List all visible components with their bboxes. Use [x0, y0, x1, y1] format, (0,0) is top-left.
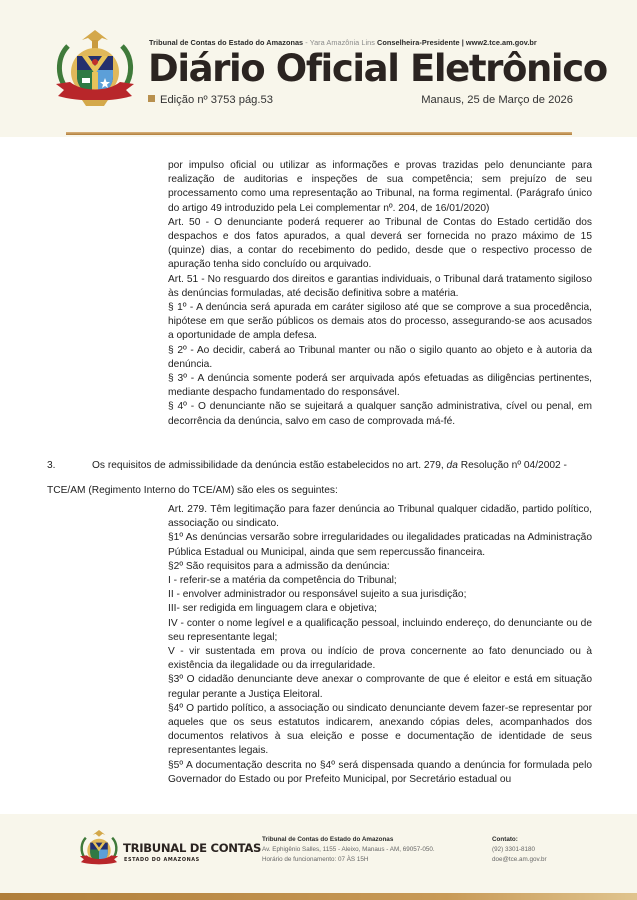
- numbered-paragraph-3: [47, 453, 592, 503]
- address-title: Tribunal de Contas do Estado do Amazonas: [262, 836, 394, 843]
- president-name: Yara Amazônia Lins: [309, 38, 375, 47]
- quote-paragraph: I - referir-se a matéria da competência do Tribunal;: [168, 575, 397, 587]
- edition-text: Edição nº 3753 pág.53: [160, 94, 273, 106]
- website-link[interactable]: | www2.tce.am.gov.br: [461, 38, 537, 47]
- quote-paragraph: III- ser redigida em linguagem clara e objetiva;: [168, 603, 377, 615]
- quote-paragraph: §3º O cidadão denunciante deve anexar o comprovante de que é eleitor e está em situação regular perante a Justiça Eleitoral.: [168, 674, 592, 700]
- quote-paragraph: § 2º - Ao decidir, caberá ao Tribunal manter ou não o sigilo quanto ao objeto e à autoria da denúncia.: [168, 344, 592, 370]
- paragraph-italic: da: [446, 460, 458, 471]
- footer-coat-of-arms-icon: [78, 828, 120, 868]
- paragraph-number: 3.: [47, 460, 56, 471]
- square-bullet-icon: [148, 95, 155, 102]
- publication-date: Manaus, 25 de Março de 2026: [421, 94, 573, 106]
- edition-info: [148, 94, 273, 106]
- contact-email[interactable]: doe@tce.am.gov.br: [492, 856, 547, 863]
- footer-brand: TRIBUNAL DE CONTAS: [123, 841, 262, 855]
- quote-paragraph: Art. 50 - O denunciante poderá requerer ao Tribunal de Contas do Estado certidão dos despachos e dos fatos apurados, a qual deverá ser fornecida no prazo máximo de 15 (quinze) dias, a contar do recebimento do pedido, desde que o respectivo processo de apuração tenha sido concluído ou arquivado.: [168, 216, 592, 271]
- quote-paragraph: §1º As denúncias versarão sobre irregularidades ou ilegalidades praticadas na Administração Pública Estadual ou Municipal, ainda que sem repercussão financeira.: [168, 532, 592, 558]
- quote-paragraph: IV - conter o nome legível e a qualificação pessoal, incluindo endereço, do denunciante ou de seu representante legal;: [168, 617, 592, 643]
- quote-paragraph: §4º O partido político, a associação ou sindicato denunciante devem fazer-se representar por aqueles que os seus estatutos indicarem, anexando cópias deles, acompanhados dos documentos relativos à sua eleição e posse e documentação de identidade de seus representantes legais.: [168, 702, 592, 757]
- quote-paragraph: II - envolver administrador ou responsável sujeito a sua jurisdição;: [168, 589, 467, 601]
- contact-phone[interactable]: (92) 3301-8180: [492, 846, 536, 853]
- footer-gold-bar: [0, 893, 637, 900]
- quote-paragraph: Art. 279. Têm legitimação para fazer denúncia ao Tribunal qualquer cidadão, partido político, associação ou sindicato.: [168, 504, 592, 530]
- coat-of-arms-icon: [52, 26, 138, 108]
- contact-title: Contato:: [492, 836, 518, 843]
- address-line: Av. Ephigênio Salles, 1155 - Aleixo, Manaus - AM, 69057-050.: [262, 846, 435, 853]
- quote-paragraph: Art. 51 - No resguardo dos direitos e garantias individuais, o Tribunal dará tratamento sigiloso às denúncias formuladas, até decisão definitiva sobre a matéria.: [168, 273, 592, 299]
- page-header: [0, 0, 637, 137]
- quote-paragraph: §5º A documentação descrita no §4º será dispensada quando a denúncia for formulada pelo Governador do Estado ou por Prefeito Municipal, por Secretário estadual ou: [168, 759, 592, 785]
- separator: -: [303, 38, 310, 47]
- paragraph-text: Os requisitos de admissibilidade da denúncia estão estabelecidos no art. 279,: [92, 460, 447, 471]
- institution-name: Tribunal de Contas do Estado do Amazonas: [149, 38, 304, 47]
- page-title: Diário Oficial Eletrônico: [148, 47, 607, 90]
- paragraph-text-cont: Resolução nº 04/2002 - TCE/AM (Regimento Interno do TCE/AM) são eles os seguintes:: [47, 460, 567, 496]
- quoted-law-block-1: [168, 159, 592, 429]
- footer-contact: [492, 835, 547, 865]
- quote-paragraph: V - vir sustentada em prova ou indício de prova concernente ao fato denunciado ou à existência da ilegalidade ou da irregularidade.: [168, 646, 592, 672]
- president-title: Conselheira-Presidente: [377, 38, 460, 47]
- page-footer: [0, 814, 637, 900]
- footer-brand-subtitle: ESTADO DO AMAZONAS: [124, 857, 200, 863]
- quote-paragraph: § 1º - A denúncia será apurada em caráter sigiloso até que se comprove a sua procedência, hipótese em que serão públicos os demais atos do processo, assegurando-se aos acusados a oportunidade de ampla defesa.: [168, 302, 592, 342]
- quote-paragraph: por impulso oficial ou utilizar as informações e provas trazidas pelo denunciante para realização de auditorias e inspeções de sua competência; sem prejuízo de seu processamento como uma representação ao Tribunal, na forma regimental. (Parágrafo único do artigo 49 introduzido pela Lei complementar nº. 204, de 16/01/2020): [168, 160, 592, 214]
- quote-paragraph: § 4º - O denunciante não se sujeitará a qualquer sanção administrativa, cível ou penal, em decorrência da denúncia, salvo em caso de comprovada má-fé.: [168, 401, 592, 427]
- quote-paragraph: § 3º - A denúncia somente poderá ser arquivada após efetuadas as diligências pertinentes, mediante despacho fundamentado do responsável.: [168, 373, 592, 399]
- footer-address: [262, 835, 435, 865]
- header-divider: [66, 132, 572, 135]
- quoted-law-block-2: [168, 503, 592, 787]
- office-hours: Horário de funcionamento: 07 ÀS 15H: [262, 856, 369, 863]
- quote-paragraph: §2º São requisitos para a admissão da denúncia:: [168, 560, 390, 572]
